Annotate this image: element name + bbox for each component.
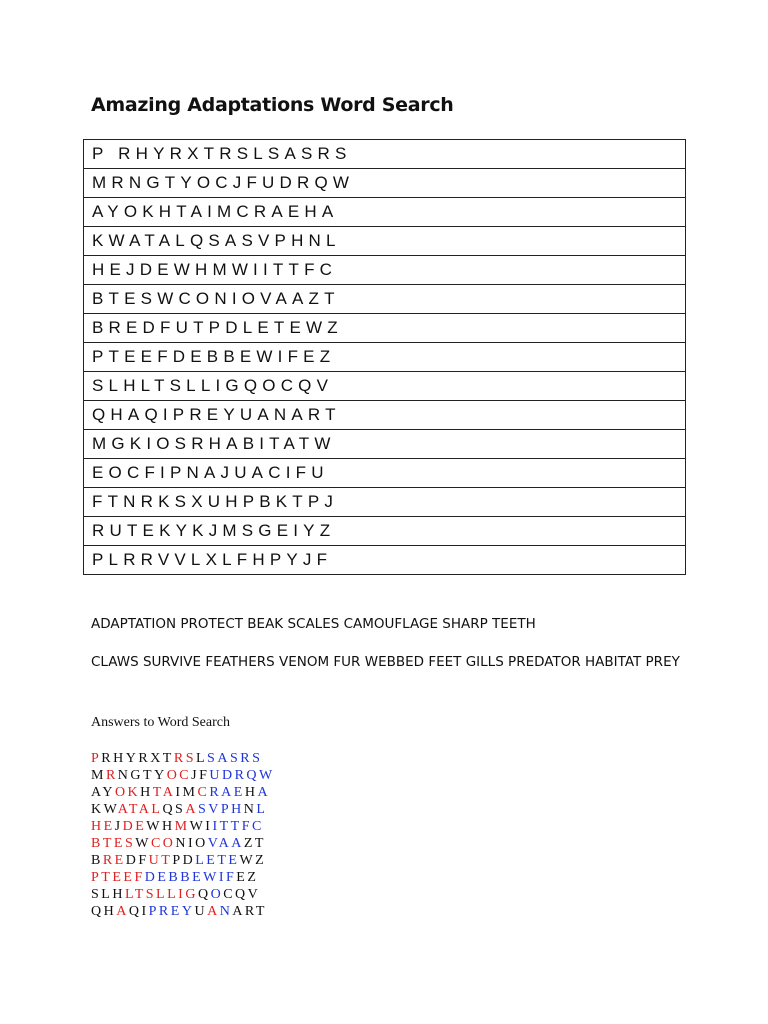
answer-row — [91, 818, 275, 835]
answer-letters: A — [116, 904, 129, 919]
answer-letters: L — [256, 802, 268, 817]
answer-letters: UDRQW — [209, 768, 275, 783]
answer-letters: QI — [128, 904, 149, 919]
answer-letters: BTES — [91, 836, 136, 851]
answer-letters: EZ — [236, 870, 259, 885]
answer-letters: NGTY — [117, 768, 167, 783]
answer-letters: C — [197, 785, 210, 800]
grid-cell: KWATALQSASVPHNL — [84, 227, 686, 256]
answer-letters: PD — [172, 853, 196, 868]
answer-letters: JF — [191, 768, 210, 783]
grid-cell: BREDFUTPDLETEWZ — [84, 314, 686, 343]
word-search-grid — [83, 139, 686, 575]
answer-row — [91, 903, 275, 920]
grid-cell: BTESWCONIOVAAZT — [84, 285, 686, 314]
answer-row — [91, 767, 275, 784]
answer-letters: OK — [114, 785, 141, 800]
grid-row — [84, 314, 686, 343]
answer-letters: A — [207, 904, 220, 919]
answer-letters: CO — [150, 836, 176, 851]
grid-cell: SLHLTSLLIGQOCQV — [84, 372, 686, 401]
grid-cell: FTNRKSXUHPBKTPJ — [84, 488, 686, 517]
grid-row — [84, 488, 686, 517]
answer-letters: UT — [148, 853, 173, 868]
answer-letters: RS — [173, 751, 196, 766]
answer-grid — [91, 750, 275, 920]
answer-letters: A — [257, 785, 271, 800]
grid-row — [84, 169, 686, 198]
answer-letters: TA — [152, 785, 176, 800]
answer-letters: WI — [189, 819, 213, 834]
answer-row — [91, 801, 275, 818]
answer-letters: R — [105, 768, 118, 783]
answer-letters: AY — [91, 785, 115, 800]
answer-letters: ITTFC — [212, 819, 264, 834]
grid-cell: HEJDEWHMWIITTFC — [84, 256, 686, 285]
answer-letters: WH — [146, 819, 175, 834]
word-list-line-2: CLAWS SURVIVE FEATHERS VENOM FUR WEBBED FEET GILLS PREDATOR HABITAT PREY — [91, 654, 680, 670]
answer-letters: A — [185, 802, 198, 817]
grid-row — [84, 546, 686, 575]
answer-letters: SLH — [91, 887, 125, 902]
answer-letters: WZ — [239, 853, 267, 868]
answer-letters: W — [135, 836, 151, 851]
answer-letters: RE — [102, 853, 126, 868]
grid-row — [84, 227, 686, 256]
answer-letters: LTSLLIG — [124, 887, 198, 902]
answer-letters: N — [243, 802, 257, 817]
grid-cell: QHAQIPREYUANART — [84, 401, 686, 430]
answer-letters: H — [244, 785, 258, 800]
answer-letters: SVPH — [197, 802, 244, 817]
answer-letters: B — [91, 853, 103, 868]
answer-row — [91, 835, 275, 852]
grid-cell: EOCFIPNAJUACIFU — [84, 459, 686, 488]
answer-row — [91, 869, 275, 886]
answer-letters: N — [219, 904, 233, 919]
answer-letters: IM — [175, 785, 198, 800]
answer-letters: CQV — [223, 887, 261, 902]
answer-letters: H — [140, 785, 153, 800]
answer-letters: O — [210, 887, 224, 902]
grid-cell: AYOKHTAIMCRAEHA — [84, 198, 686, 227]
answer-letters: Q — [197, 887, 211, 902]
answer-letters: DEBBEWIF — [144, 870, 237, 885]
answer-letters: PREY — [148, 904, 195, 919]
grid-row — [84, 430, 686, 459]
answer-row — [91, 886, 275, 903]
grid-row — [84, 459, 686, 488]
answer-letters: LETE — [195, 853, 240, 868]
answer-letters: M — [174, 819, 190, 834]
answer-row — [91, 750, 275, 767]
grid-row — [84, 140, 686, 169]
answer-letters: RAE — [209, 785, 245, 800]
grid-row — [84, 285, 686, 314]
grid-cell: RUTEKYKJMSGEIYZ — [84, 517, 686, 546]
grid-row — [84, 517, 686, 546]
grid-row — [84, 343, 686, 372]
answer-letters: U — [194, 904, 208, 919]
answer-letters: ATAL — [117, 802, 163, 817]
answer-letters: ZT — [243, 836, 266, 851]
answers-heading: Answers to Word Search — [91, 715, 230, 730]
word-list-line-1: ADAPTATION PROTECT BEAK SCALES CAMOUFLAGE SHARP TEETH — [91, 616, 536, 632]
answer-letters: M — [91, 768, 106, 783]
answer-letters: L — [195, 751, 208, 766]
grid-cell: PTEEFDEBBEWIFEZ — [84, 343, 686, 372]
answer-letters: DF — [125, 853, 149, 868]
answer-letters: ART — [232, 904, 267, 919]
grid-cell: MGKIOSRHABITATW — [84, 430, 686, 459]
grid-row — [84, 198, 686, 227]
answer-letters: RHYRXT — [101, 751, 174, 766]
answer-letters: QS — [162, 802, 186, 817]
page-title: Amazing Adaptations Word Search — [91, 94, 454, 116]
grid-cell: PLRRVVLXLFHPYJF — [84, 546, 686, 575]
answer-letters: DE — [122, 819, 147, 834]
grid-row — [84, 372, 686, 401]
answer-letters: SASRS — [207, 751, 263, 766]
grid-cell: P RHYRXTRSLSASRS — [84, 140, 686, 169]
answer-letters: OC — [166, 768, 192, 783]
answer-letters: QH — [91, 904, 117, 919]
grid-cell: MRNGTYOCJFUDRQW — [84, 169, 686, 198]
answer-letters: P — [91, 751, 102, 766]
answer-letters: PTEEF — [91, 870, 145, 885]
answer-letters: HE — [91, 819, 115, 834]
answer-row — [91, 852, 275, 869]
answer-letters: J — [114, 819, 123, 834]
grid-row — [84, 256, 686, 285]
grid-row — [84, 401, 686, 430]
answer-letters: NIO — [175, 836, 208, 851]
answer-row — [91, 784, 275, 801]
answer-letters: KW — [91, 802, 118, 817]
answer-letters: VAA — [207, 836, 244, 851]
